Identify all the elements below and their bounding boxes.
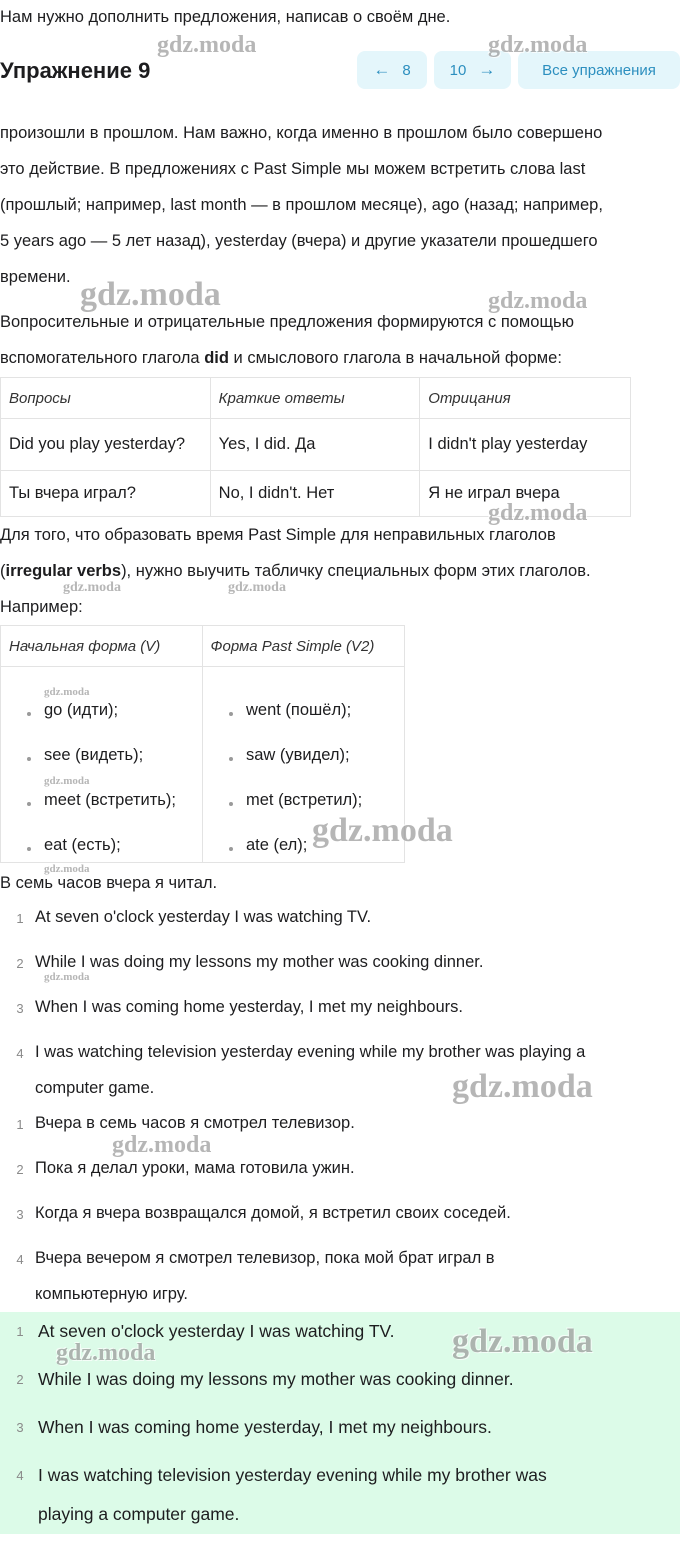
list-item-text: computer game. [35,1079,155,1097]
table-cell: Did you play yesterday? [1,419,211,471]
list-item: ate (ел); [246,836,308,854]
list-item: meet (встретить); [44,791,176,809]
list-item: met (встретил); [246,791,363,809]
table-cell: Ты вчера играл? [1,471,211,517]
watermark: gdz.moda [488,32,588,58]
watermark: gdz.moda [452,1068,593,1105]
watermark: gdz.moda [63,580,121,595]
answer-text: While I was doing my lessons my mother was cooking dinner. [38,1369,514,1389]
list-item-text: When I was coming home yesterday, I met my neighbours. [35,998,463,1016]
table-cell: I didn't play yesterday [420,419,631,471]
list-item-text: At seven o'clock yesterday I was watching TV. [35,908,372,926]
answer-text: When I was coming home yesterday, I met my neighbours. [38,1417,492,1437]
table-header: Краткие ответы [210,378,420,419]
watermark: gdz.moda [44,686,90,698]
list-number: 4 [16,1046,24,1061]
bullet-icon [229,802,233,806]
prev-exercise-button[interactable] [357,51,427,89]
list-item-text: компьютерную игру. [35,1285,188,1303]
watermark: gdz.moda [228,580,286,595]
theory-line: это действие. В предложениях с Past Simple мы можем встретить слова last [0,160,586,178]
theory-line: времени. [0,268,71,286]
bullet-icon [27,802,31,806]
list-number: 4 [16,1468,24,1483]
table-cell: Я не играл вчера [420,471,631,517]
watermark: gdz.moda [312,812,453,849]
bullet-icon [229,757,233,761]
intro-text: Нам нужно дополнить предложения, написав о своём дне. [0,8,451,26]
list-item-text: Вчера вечером я смотрел телевизор, пока мой брат играл в [35,1249,495,1267]
list-number: 2 [16,1372,24,1387]
all-exercises-label: Все упражнения [542,61,656,79]
bullet-icon [229,712,233,716]
answer-text: playing a computer game. [38,1504,240,1524]
table-header: Вопросы [1,378,211,419]
watermark: gdz.moda [452,1323,593,1360]
list-number: 2 [16,1162,24,1177]
list-item: eat (есть); [44,836,121,854]
watermark: gdz.moda [44,971,90,983]
table-header: Начальная форма (V) [1,626,203,667]
prev-exercise-label: 8 [402,61,411,79]
list-item-text: While I was doing my lessons my mother was cooking dinner. [35,953,484,971]
table-header: Отрицания [420,378,631,419]
bullet-icon [27,712,31,716]
list-number: 3 [16,1420,24,1435]
list-item: go (идти); [44,701,119,719]
irregular-text-line2: (irregular verbs), нужно выучить табличку специальных форм этих глаголов. [0,562,591,580]
watermark: gdz.moda [157,32,257,58]
example-label: Например: [0,598,83,616]
theory-line: (прошлый; например, last month — в прошлом месяце), ago (назад; например, [0,196,603,214]
watermark: gdz.moda [44,863,90,875]
arrow-left-icon: ← [373,60,391,79]
watermark: gdz.moda [80,276,221,313]
bullet-icon [27,847,31,851]
list-number: 1 [16,1117,24,1132]
watermark: gdz.moda [112,1132,212,1158]
list-item: see (видеть); [44,746,144,764]
answer-text: I was watching television yesterday evening while my brother was [38,1465,547,1485]
answer-text: At seven o'clock yesterday I was watching TV. [38,1321,395,1341]
table-cell: Yes, I did. Да [210,419,420,471]
questions-text-line1: Вопросительные и отрицательные предложения формируются с помощью [0,313,574,331]
bullet-icon [229,847,233,851]
list-number: 1 [16,911,24,926]
watermark: gdz.moda [488,288,588,314]
list-item: went (пошёл); [246,701,352,719]
list-number: 4 [16,1252,24,1267]
questions-table [0,377,631,517]
questions-text-line2: вспомогательного глагола did и смыслового глагола в начальной форме: [0,349,562,367]
table-header: Форма Past Simple (V2) [202,626,404,667]
list-number: 2 [16,956,24,971]
list-item-text: Вчера в семь часов я смотрел телевизор. [35,1114,355,1132]
task-text: В семь часов вчера я читал. [0,874,218,892]
list-number: 3 [16,1207,24,1222]
list-item-text: Когда я вчера возвращался домой, я встретил своих соседей. [35,1204,511,1222]
irregular-text-line1: Для того, что образовать время Past Simple для неправильных глаголов [0,526,556,544]
arrow-right-icon: → [478,60,496,79]
theory-line: произошли в прошлом. Нам важно, когда именно в прошлом было совершено [0,124,603,142]
bullet-icon [27,757,31,761]
list-item-text: I was watching television yesterday evening while my brother was playing a [35,1043,586,1061]
theory-line: 5 years ago — 5 лет назад), yesterday (вчера) и другие указатели прошедшего [0,232,598,250]
list-item: saw (увидел); [246,746,350,764]
watermark: gdz.moda [488,500,588,526]
watermark: gdz.moda [44,775,90,787]
list-number: 3 [16,1001,24,1016]
list-item-text: Пока я делал уроки, мама готовила ужин. [35,1159,355,1177]
table-cell: No, I didn't. Нет [210,471,420,517]
watermark: gdz.moda [56,1340,156,1366]
list-number: 1 [16,1324,24,1339]
next-exercise-label: 10 [449,61,467,79]
page-title: Упражнение 9 [0,58,151,83]
